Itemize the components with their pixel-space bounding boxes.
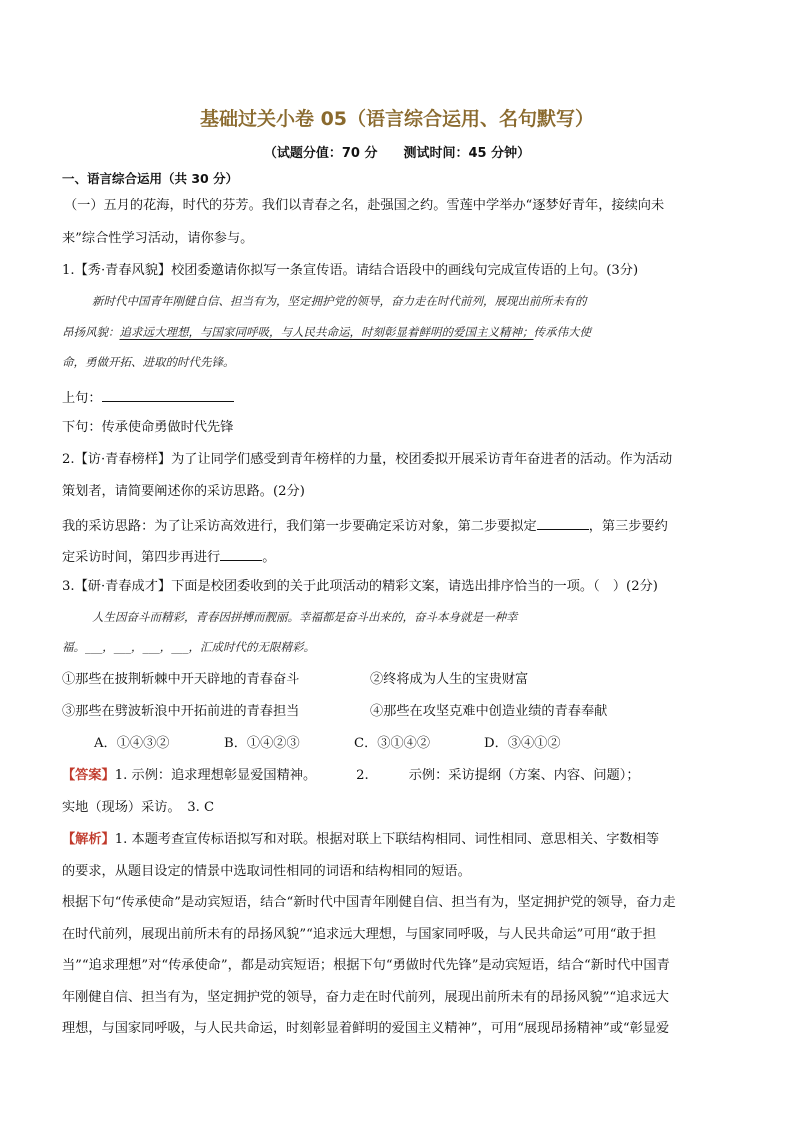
question-3-stem: 3.【研·青春成才】下面是校团委收到的关于此项活动的精彩文案，请选出排序恰当的一项。（ ）(2分) bbox=[62, 579, 658, 594]
answer-2-number: 2. bbox=[356, 768, 369, 783]
question-2-answer-line-1 bbox=[62, 517, 668, 533]
lower-line: 下句：传承使命勇做时代先锋 bbox=[62, 420, 234, 435]
interview-blank-1[interactable] bbox=[537, 517, 589, 530]
analysis-line-1 bbox=[62, 833, 659, 846]
answer-label: 【答案】 bbox=[62, 768, 115, 783]
option-a[interactable]: A．①④③② bbox=[94, 736, 170, 751]
question-1-passage-line-1: 新时代中国青年刚健自信、担当有为，坚定拥护党的领导，奋力走在时代前列，展现出前所未有的 bbox=[92, 294, 587, 308]
underlined-sentence: 追求远大理想，与国家同呼吸，与人民共命运，时刻彰显着鲜明的爱国主义精神； bbox=[119, 325, 534, 339]
question-3-passage-line-1: 人生因奋斗而精彩，青春因拼搏而靓丽。幸福都是奋斗出来的，奋斗本身就是一种幸 bbox=[92, 610, 518, 624]
analysis-line-5: 当”“追求理想”对“传承使命”，都是动宾短语；根据下句“勇做时代先锋”是动宾短语，结合“新时代中国青 bbox=[62, 958, 670, 973]
passage-suffix: 传承伟大使 bbox=[533, 325, 591, 339]
upper-label: 上句： bbox=[62, 391, 102, 406]
analysis-line-3: 根据下句“传承使命”是动宾短语，结合“新时代中国青年刚健自信、担当有为，坚定拥护党的领导，奋力走 bbox=[62, 895, 676, 910]
option-d[interactable]: D．③④①② bbox=[484, 736, 561, 751]
answer-line-2: 实地（现场）采访。 3. C bbox=[62, 800, 215, 815]
answer-line-1 bbox=[62, 769, 640, 782]
upper-line bbox=[62, 389, 234, 405]
analysis-line-2: 的要求，从题目设定的情景中选取词性相同的词语和结构相同的短语。 bbox=[62, 864, 471, 879]
analysis-line-4: 在时代前列，展现出前所未有的昂扬风貌”“追求远大理想，与国家同呼吸，与人民共命运”可用“敢于担 bbox=[62, 927, 657, 942]
analysis-line-6: 年刚健自信、担当有为，坚定拥护党的领导，奋力走在时代前列，展现出前所未有的昂扬风貌”“追求远大 bbox=[62, 990, 669, 1005]
intro-line-2: 来”综合性学习活动，请你参与。 bbox=[62, 231, 254, 246]
question-3-passage-line-2: 福。___，___，___，___，汇成时代的无限精彩。 bbox=[62, 640, 315, 654]
passage-prefix: 昂扬风貌： bbox=[62, 325, 120, 339]
question-2-stem-line-2: 策划者，请简要阐述你的采访思路。(2分) bbox=[62, 484, 305, 499]
sentence-item-2: ②终将成为人生的宝贵财富 bbox=[370, 672, 529, 687]
question-1-stem: 1.【秀·青春风貌】校团委邀请你拟写一条宣传语。请结合语段中的画线句完成宣传语的上句。(3分) bbox=[62, 263, 639, 278]
sentence-item-3: ③那些在劈波斩浪中开拓前进的青春担当 bbox=[62, 704, 300, 719]
answer-2: 示例：采访提纲（方案、内容、问题）； bbox=[408, 768, 640, 783]
question-2-stem-line-1: 2.【访·青春榜样】为了让同学们感受到青年榜样的力量，校团委拟开展采访青年奋进者的活动。作为活动 bbox=[62, 452, 673, 467]
answer-text-c: 定采访时间，第四步再进行 bbox=[62, 550, 221, 565]
section-heading: 一、语言综合运用（共 30 分） bbox=[62, 171, 239, 186]
answer-text-d: 。 bbox=[262, 550, 276, 565]
analysis-line-7: 理想，与国家同呼吸，与人民共命运，时刻彰显着鲜明的爱国主义精神”，可用“展现昂扬精神”或“彰显爱 bbox=[62, 1021, 670, 1036]
question-2-answer-line-2 bbox=[62, 548, 275, 564]
page-title: 基础过关小卷 05（语言综合运用、名句默写） bbox=[199, 108, 595, 130]
question-1-passage-line-3: 命，勇做开拓、进取的时代先锋。 bbox=[62, 355, 235, 369]
question-1-passage-line-2 bbox=[62, 327, 591, 339]
answer-text-a: 我的采访思路：为了让采访高效进行，我们第一步要确定采访对象，第二步要拟定 bbox=[62, 519, 537, 534]
page-subtitle: （试题分值：70 分 测试时间：45 分钟） bbox=[263, 146, 531, 161]
analysis-label: 【解析】 bbox=[62, 832, 115, 847]
intro-line-1: （一）五月的花海，时代的芬芳。我们以青春之名，赴强国之约。雪莲中学举办“逐梦好青年，接续向未 bbox=[64, 198, 665, 213]
analysis-text-1: 1. 本题考查宣传标语拟写和对联。根据对联上下联结构相同、词性相同、意思相关、字数相等 bbox=[114, 832, 660, 847]
option-b[interactable]: B．①④②③ bbox=[224, 736, 300, 751]
upper-answer-blank[interactable] bbox=[102, 389, 234, 402]
sentence-item-4: ④那些在攻坚克难中创造业绩的青春奉献 bbox=[370, 704, 608, 719]
sentence-item-1: ①那些在披荆斩棘中开天辟地的青春奋斗 bbox=[62, 672, 300, 687]
interview-blank-2[interactable] bbox=[220, 548, 262, 561]
option-c[interactable]: C．③①④② bbox=[354, 736, 431, 751]
answer-text-b: ，第三步要约 bbox=[588, 519, 668, 534]
answer-1: 1. 示例：追求理想彰显爱国精神。 bbox=[114, 768, 317, 783]
